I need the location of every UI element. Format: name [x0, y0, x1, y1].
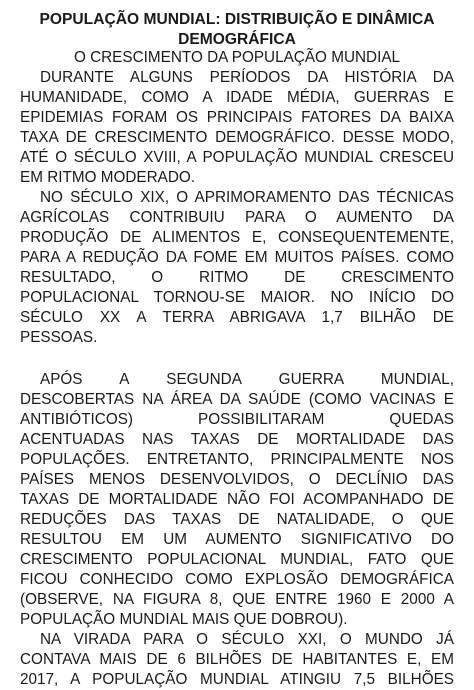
text-line: FICOU CONHECIDO COMO EXPLOSÃO DEMOGRÁFICA	[20, 571, 454, 588]
text-line: PRODUÇÃO DE ALIMENTOS E, CONSEQUENTEMENTE,	[20, 229, 454, 246]
text-line: DESCOBERTAS NA ÁREA DA SAÚDE (COMO VACINAS E	[20, 391, 454, 408]
document-title-line-1: POPULAÇÃO MUNDIAL: DISTRIBUIÇÃO E DINÂMICA	[39, 11, 435, 28]
text-line: TAXA DE CRESCIMENTO DEMOGRÁFICO. DESSE MODO,	[20, 129, 454, 146]
text-line: RESULTADO, O RITMO DE CRESCIMENTO	[20, 269, 454, 286]
text-line: CRESCIMENTO POPULACIONAL MUNDIAL, FATO QUE	[20, 551, 454, 568]
text-line: EM RITMO MODERADO.	[20, 169, 196, 186]
text-line: EPIDEMIAS FORAM OS PRINCIPAIS FATORES DA BAIXA	[20, 109, 454, 126]
text-line: HUMANIDADE, COMO A IDADE MÉDIA, GUERRAS E	[20, 89, 454, 106]
section-subtitle: O CRESCIMENTO DA POPULAÇÃO MUNDIAL	[73, 49, 401, 66]
text-line: DURANTE ALGUNS PERÍODOS DA HISTÓRIA DA	[40, 69, 454, 86]
text-line: APÓS A SEGUNDA GUERRA MUNDIAL,	[40, 371, 454, 388]
text-line: POPULAÇÕES. ENTRETANTO, PRINCIPALMENTE NOS	[20, 451, 454, 468]
text-line: PARA A REDUÇÃO DA FOME EM MUITOS PAÍSES. COMO	[20, 249, 454, 266]
text-line: POPULACIONAL TORNOU-SE MAIOR. NO INÍCIO DO	[20, 289, 454, 306]
text-line: NO SÉCULO XIX, O APRIMORAMENTO DAS TÉCNICAS	[40, 189, 454, 206]
text-line: AGRÍCOLAS CONTRIBUIU PARA O AUMENTO DA	[20, 209, 454, 226]
text-line: POPULAÇÃO MUNDIAL MAIS QUE DOBROU).	[20, 611, 348, 628]
text-line: RESULTOU EM UM AUMENTO SIGNIFICATIVO DO	[20, 531, 454, 548]
text-line: TAXAS DE MORTALIDADE NÃO FOI ACOMPANHADO DE	[20, 491, 454, 508]
text-line: NA VIRADA PARA O SÉCULO XXI, O MUNDO JÁ	[40, 631, 454, 648]
document-title-line-2: DEMOGRÁFICA	[178, 31, 296, 48]
text-line: SÉCULO XX A TERRA ABRIGAVA 1,7 BILHÃO DE	[20, 309, 454, 326]
text-line: 2017, A POPULAÇÃO MUNDIAL ATINGIU 7,5 BILHÕES	[20, 671, 454, 688]
text-line: PESSOAS.	[20, 329, 98, 346]
text-line: ACENTUADAS NAS TAXAS DE MORTALIDADE DAS	[20, 431, 454, 448]
text-line: ATÉ O SÉCULO XVIII, A POPULAÇÃO MUNDIAL CRESCEU	[20, 149, 454, 166]
text-line: CONTAVA MAIS DE 6 BILHÕES DE HABITANTES E, EM	[20, 651, 454, 668]
text-line: ANTIBIÓTICOS) POSSIBILITARAM QUEDAS	[20, 411, 454, 428]
text-line: (OBSERVE, NA FIGURA 8, QUE ENTRE 1960 E 2000 A	[20, 591, 454, 608]
text-line: PAÍSES MENOS DESENVOLVIDOS, O DECLÍNIO DAS	[20, 471, 454, 488]
text-line: REDUÇÕES DAS TAXAS DE NATALIDADE, O QUE	[20, 511, 454, 528]
